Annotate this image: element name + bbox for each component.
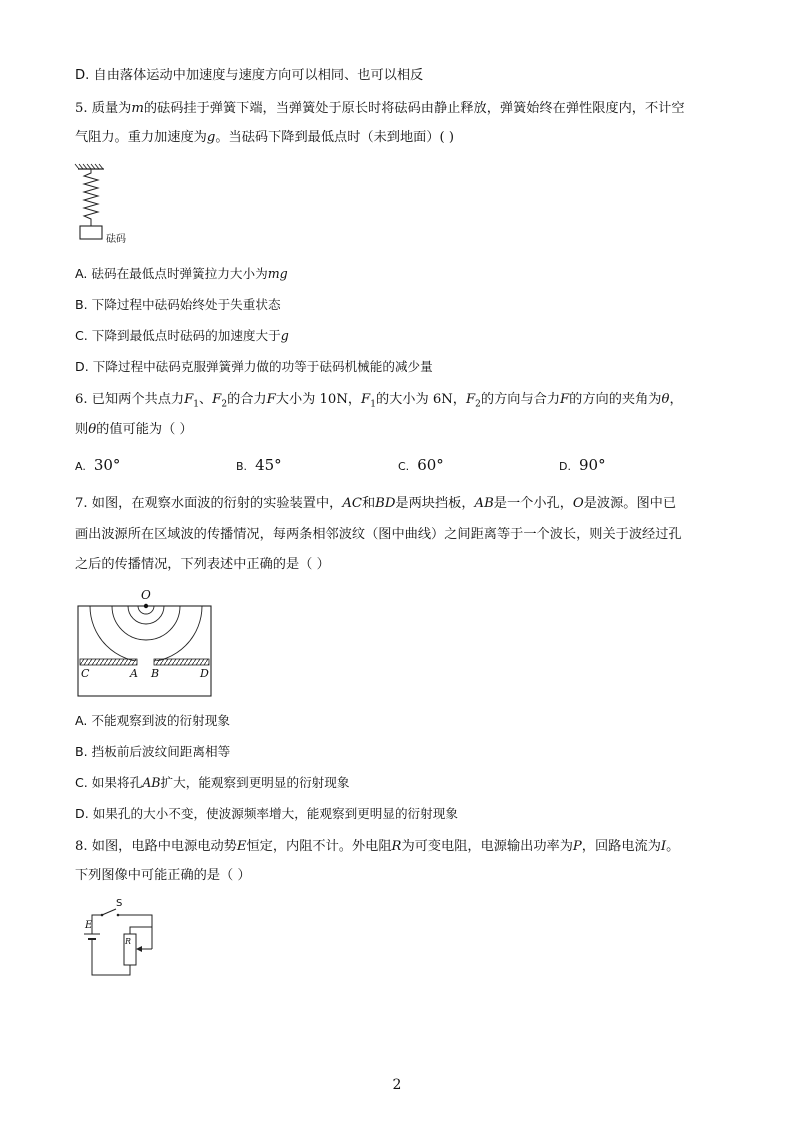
q6-option-c: C. 60° — [398, 456, 444, 474]
q5-option-b: B. 下降过程中砝码始终处于失重状态 — [75, 297, 281, 312]
q6-option-d: D. 90° — [559, 456, 606, 474]
q7-stem-line-3: 之后的传播情况，下列表述中正确的是（ ） — [75, 557, 330, 572]
q6-stem-line-2: 则θ的值可能为（ ） — [75, 422, 193, 437]
figure-label-o: O — [141, 588, 151, 602]
q8-stem-line-1: 8. 如图，电路中电源电动势E恒定，内阻不计。外电阻R为可变电阻，电源输出功率为P，回路电流为I。 — [75, 839, 680, 854]
q5-option-c: C. 下降到最低点时砝码的加速度大于g — [75, 328, 289, 343]
q7-option-b: B. 挡板前后波纹间距离相等 — [75, 744, 231, 759]
q7-option-a: A. 不能观察到波的衍射现象 — [75, 713, 230, 728]
q4-option-d: D. 自由落体运动中加速度与速度方向可以相同、也可以相反 — [75, 68, 424, 83]
q5-option-d: D. 下降过程中砝码克服弹簧弹力做的功等于砝码机械能的减少量 — [75, 359, 433, 374]
page-number: 2 — [392, 1077, 402, 1093]
figure-label-b: B — [151, 667, 160, 680]
q7-stem-line-1: 7. 如图，在观察水面波的衍射的实验装置中，AC和BD是两块挡板，AB是一个小孔，O是波源。图中已 — [75, 496, 677, 511]
q5-stem-line-2: 气阻力。重力加速度为g。当砝码下降到最低点时（未到地面）( ) — [75, 130, 454, 145]
q6-stem-line-1: 6. 已知两个共点力$F_1$、$F_2$的合力F大小为 10N，$F_1$的大小为 6N，$F_2$的方向与合力F的方向的夹角为θ， — [75, 392, 683, 410]
q5-stem-line-1: 5. 质量为m的砝码挂于弹簧下端，当弹簧处于原长时将砝码由静止释放，弹簧始终在弹性限度内，不计空 — [75, 101, 685, 116]
q7-stem-line-2: 画出波源所在区域波的传播情况，每两条相邻波纹（图中曲线）之间距离等于一个波长，则关于波经过孔 — [75, 527, 682, 542]
spring-mass-label: 砝码 — [106, 234, 126, 245]
circuit-label-e: E — [85, 920, 93, 931]
circuit-label-r: R — [125, 937, 132, 946]
figure-label-c: C — [81, 667, 90, 680]
q5-option-a: A. 砝码在最低点时弹簧拉力大小为mg — [75, 266, 288, 281]
circuit-label-s: S — [116, 898, 123, 909]
q6-option-a: A. 30° — [75, 456, 121, 474]
q7-option-d: D. 如果孔的大小不变，使波源频率增大，能观察到更明显的衍射现象 — [75, 806, 458, 821]
figure-label-a: A — [130, 667, 138, 680]
wave-diffraction-figure — [78, 596, 213, 698]
q7-option-c: C. 如果将孔AB扩大，能观察到更明显的衍射现象 — [75, 775, 350, 790]
q8-stem-line-2: 下列图像中可能正确的是（ ） — [75, 868, 251, 883]
q6-option-b: B. 45° — [236, 456, 282, 474]
figure-label-d: D — [200, 667, 209, 680]
